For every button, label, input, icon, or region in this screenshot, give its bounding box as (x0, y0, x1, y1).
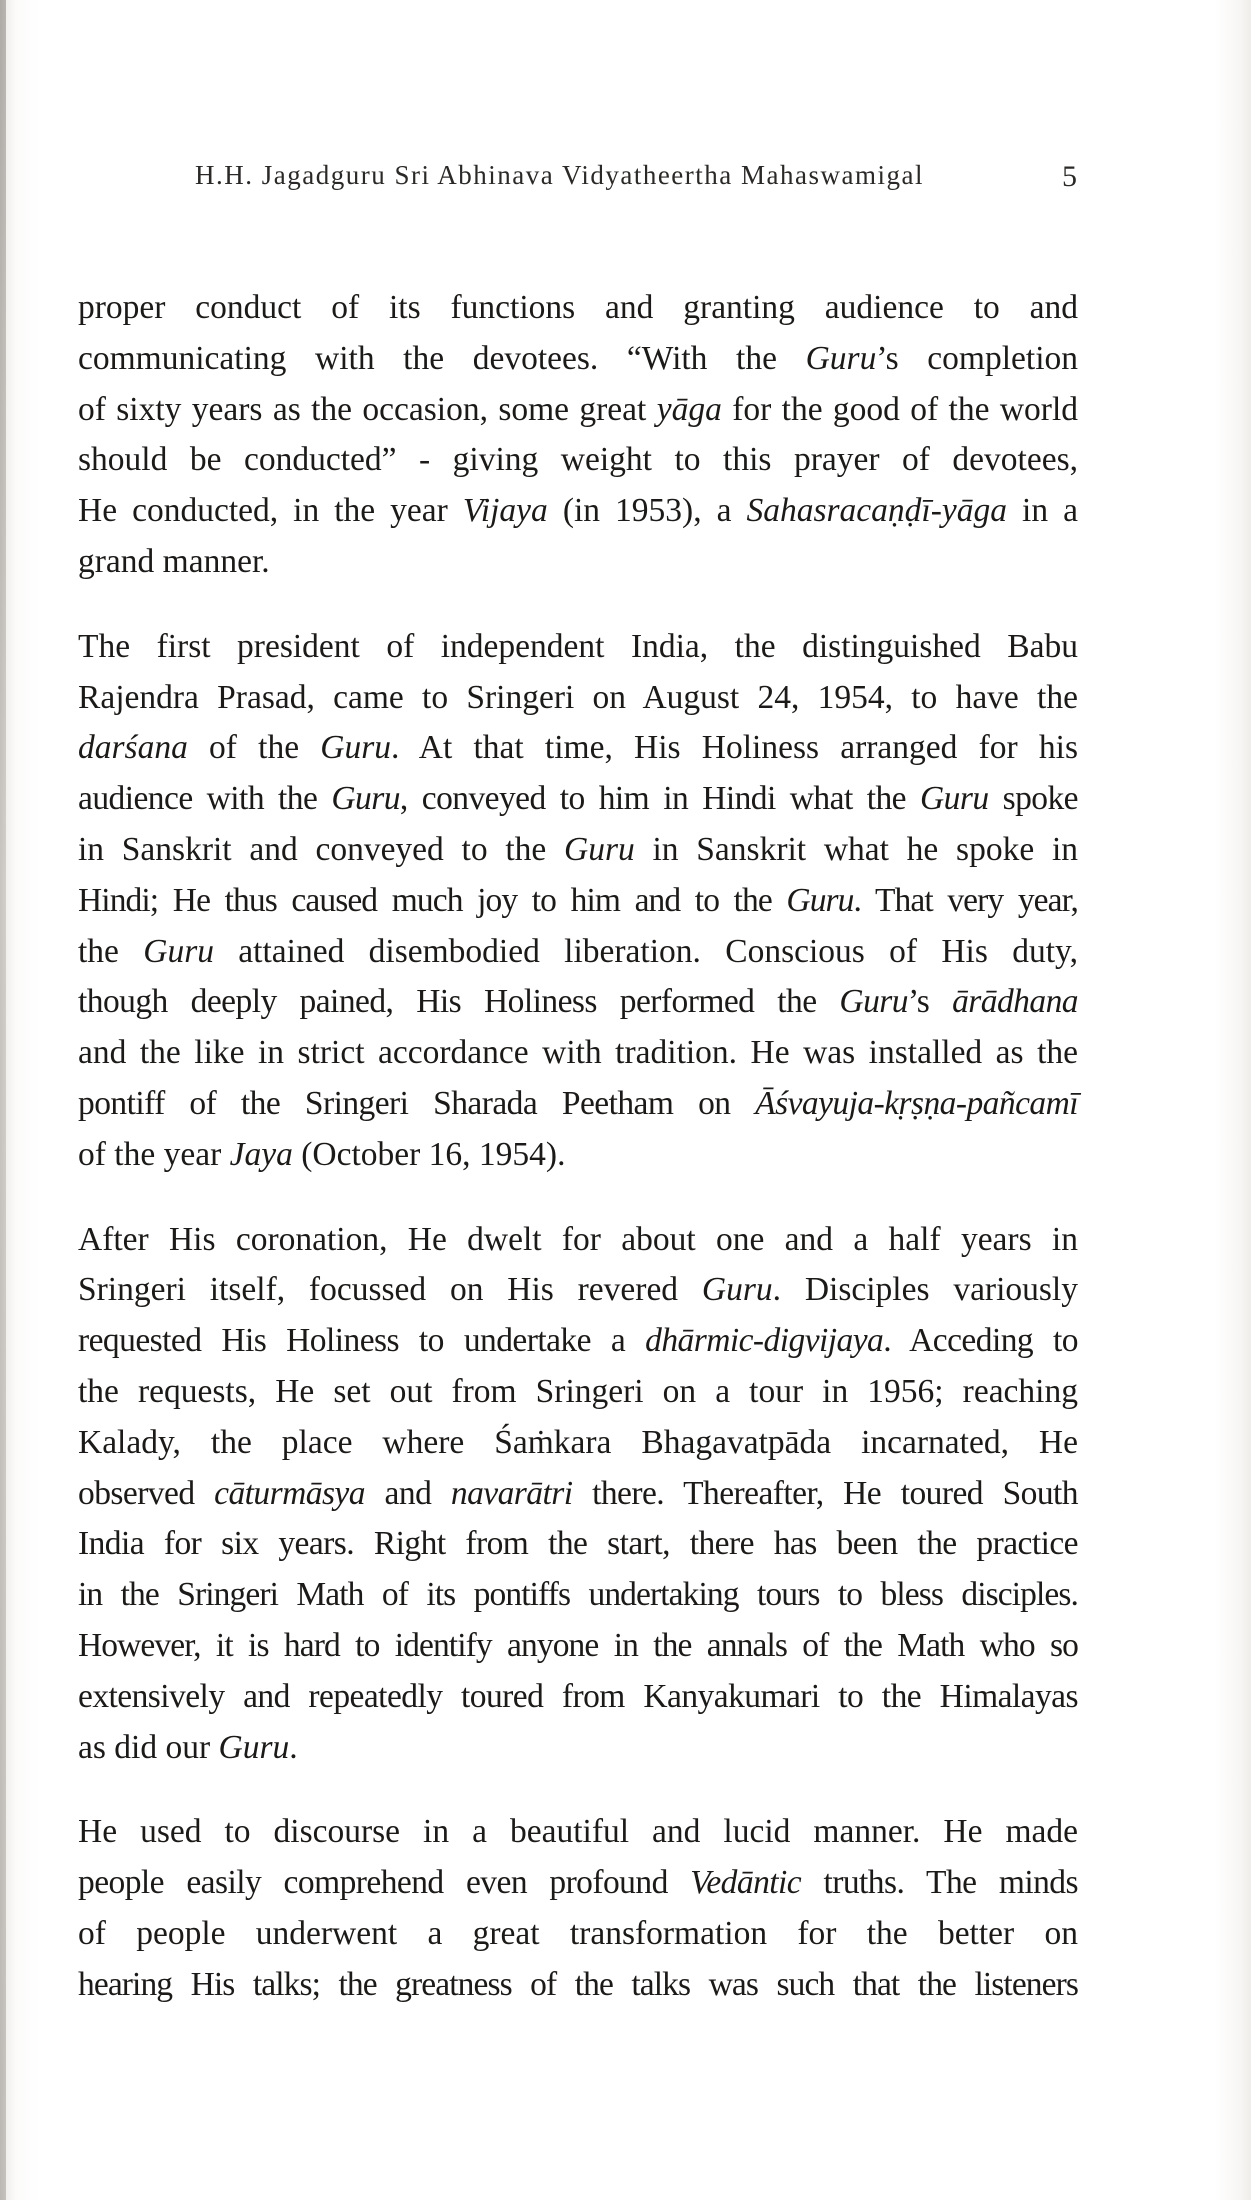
italic-term: ārādhana (952, 983, 1078, 1021)
body-text (78, 283, 1078, 2045)
text-run: audience with the (78, 780, 332, 818)
text-line (78, 1723, 1078, 1774)
text-run: grand manner. (78, 542, 270, 580)
text-line (78, 622, 1078, 673)
italic-term: dhārmic-digvijaya (645, 1322, 884, 1360)
text-line (78, 1418, 1078, 1469)
text-line (78, 1621, 1078, 1672)
text-run: people easily comprehend even profound (78, 1864, 691, 1902)
text-line (78, 1469, 1078, 1520)
text-line (78, 673, 1078, 724)
text-run: though deeply pained, His Holiness performed the (78, 983, 840, 1021)
text-run: attained disembodied liberation. Conscious of His duty, (213, 932, 1078, 970)
text-line (78, 977, 1078, 1028)
text-run: ’s (907, 983, 953, 1021)
text-run: there. Thereafter, He toured South (572, 1474, 1079, 1512)
italic-term: darśana (78, 729, 188, 767)
text-run: for the good of the world (721, 390, 1078, 428)
text-run: Sringeri itself, focussed on His revered (78, 1271, 702, 1309)
italic-term: Guru (218, 1728, 290, 1766)
italic-term: Guru (320, 729, 392, 767)
text-run: in Sanskrit what he spoke in (634, 830, 1078, 868)
text-run: extensively and repeatedly toured from Kanyakumari to the Himalayas (78, 1677, 1078, 1715)
text-line (78, 537, 1078, 588)
italic-term: Guru (331, 780, 400, 818)
text-line (78, 723, 1078, 774)
text-line (78, 1570, 1078, 1621)
text-line (78, 283, 1078, 334)
text-run: , conveyed to him in Hindi what the (399, 780, 921, 818)
text-line (78, 1215, 1078, 1266)
text-run: truths. The minds (801, 1864, 1078, 1902)
text-line (78, 486, 1078, 537)
text-run: of the year (78, 1135, 230, 1173)
text-run: . (289, 1728, 298, 1766)
text-run: India for six years. Right from the start, there has been the practice (78, 1525, 1078, 1563)
page-number: 5 (1062, 160, 1077, 193)
page-gutter-shadow (0, 0, 6, 2200)
text-run: ’s completion (876, 339, 1079, 377)
italic-term: navarātri (450, 1474, 573, 1512)
text-line (78, 1909, 1078, 1960)
text-run: After His coronation, He dwelt for about one and a half years in (78, 1220, 1078, 1258)
text-run: . At that time, His Holiness arranged for his (391, 729, 1078, 767)
text-run: . Disciples variously (772, 1271, 1078, 1309)
italic-term: Guru (786, 881, 854, 919)
text-line (78, 1130, 1078, 1181)
text-run: He conducted, in the year (78, 492, 463, 530)
text-line (78, 825, 1078, 876)
italic-term: Sahasracaṇḍī-yāga (746, 492, 1008, 530)
text-run: of people underwent a great transformation for the better on (78, 1914, 1078, 1952)
paragraph (78, 622, 1078, 1181)
paragraph (78, 1215, 1078, 1774)
text-line (78, 1316, 1078, 1367)
text-run: in Sanskrit and conveyed to the (78, 830, 565, 868)
text-line (78, 1672, 1078, 1723)
text-run: . Acceding to (883, 1322, 1078, 1360)
italic-term: Guru (805, 339, 877, 377)
text-line (78, 876, 1078, 927)
text-run: observed (78, 1474, 215, 1512)
italic-term: Vedāntic (690, 1864, 802, 1902)
text-run: pontiff of the Sringeri Sharada Peetham on (78, 1084, 756, 1122)
text-run: in a (1007, 492, 1078, 530)
text-line (78, 334, 1078, 385)
paragraph (78, 1807, 1078, 2010)
text-run: in the Sringeri Math of its pontiffs undertaking tours to bless disciples. (78, 1576, 1078, 1614)
italic-term: Guru (839, 983, 908, 1021)
text-run: and the like in strict accordance with tradition. He was installed as the (78, 1034, 1078, 1072)
italic-term: Vijaya (462, 492, 548, 530)
text-run: Rajendra Prasad, came to Sringeri on August 24, 1954, to have the (78, 678, 1078, 716)
text-line (78, 1028, 1078, 1079)
text-line (78, 1079, 1078, 1130)
text-run: should be conducted” - giving weight to this prayer of devotees, (78, 441, 1078, 479)
text-run: Hindi; He thus caused much joy to him and to the (78, 881, 787, 919)
text-run: However, it is hard to identify anyone in the annals of the Math who so (78, 1626, 1078, 1664)
text-run: the (78, 932, 144, 970)
text-run: Kalady, the place where Śaṁkara Bhagavatpāda incarnated, He (78, 1423, 1078, 1461)
italic-term: Guru (143, 932, 214, 970)
text-line (78, 1960, 1078, 2011)
italic-term: cāturmāsya (214, 1474, 365, 1512)
running-header-title: H.H. Jagadguru Sri Abhinava Vidyatheertha Mahaswamigal (195, 160, 924, 190)
italic-term: yāga (656, 390, 722, 428)
text-run: communicating with the devotees. “With the (78, 339, 806, 377)
italic-term: Āśvayuja-kṛṣṇa-pañcamī (755, 1084, 1078, 1122)
text-run: and (364, 1474, 451, 1512)
text-run: (in 1953), a (547, 492, 747, 530)
italic-term: Jaya (229, 1135, 293, 1173)
text-line (78, 1807, 1078, 1858)
text-run: He used to discourse in a beautiful and lucid manner. He made (78, 1813, 1078, 1851)
text-line (78, 435, 1078, 486)
text-line (78, 1858, 1078, 1909)
text-run: of the (187, 729, 321, 767)
text-run: proper conduct of its functions and granting audience to and (78, 289, 1078, 326)
text-run: hearing His talks; the greatness of the talks was such that the listeners (78, 1965, 1078, 2003)
text-line (78, 1265, 1078, 1316)
text-line (78, 774, 1078, 825)
paragraph (78, 283, 1078, 588)
text-run: The first president of independent India, the distinguished Babu (78, 627, 1078, 665)
text-run: requested His Holiness to undertake a (78, 1322, 646, 1360)
italic-term: Guru (564, 830, 635, 868)
text-run: of sixty years as the occasion, some great (78, 390, 657, 428)
italic-term: Guru (920, 780, 989, 818)
text-line (78, 385, 1078, 436)
text-run: . That very year, (853, 881, 1078, 919)
text-line (78, 927, 1078, 978)
text-line (78, 1519, 1078, 1570)
text-run: as did our (78, 1728, 219, 1766)
text-run: the requests, He set out from Sringeri on a tour in 1956; reaching (78, 1372, 1078, 1410)
italic-term: Guru (701, 1271, 773, 1309)
text-run: (October 16, 1954). (292, 1135, 566, 1173)
text-run: spoke (988, 780, 1078, 818)
text-line (78, 1367, 1078, 1418)
